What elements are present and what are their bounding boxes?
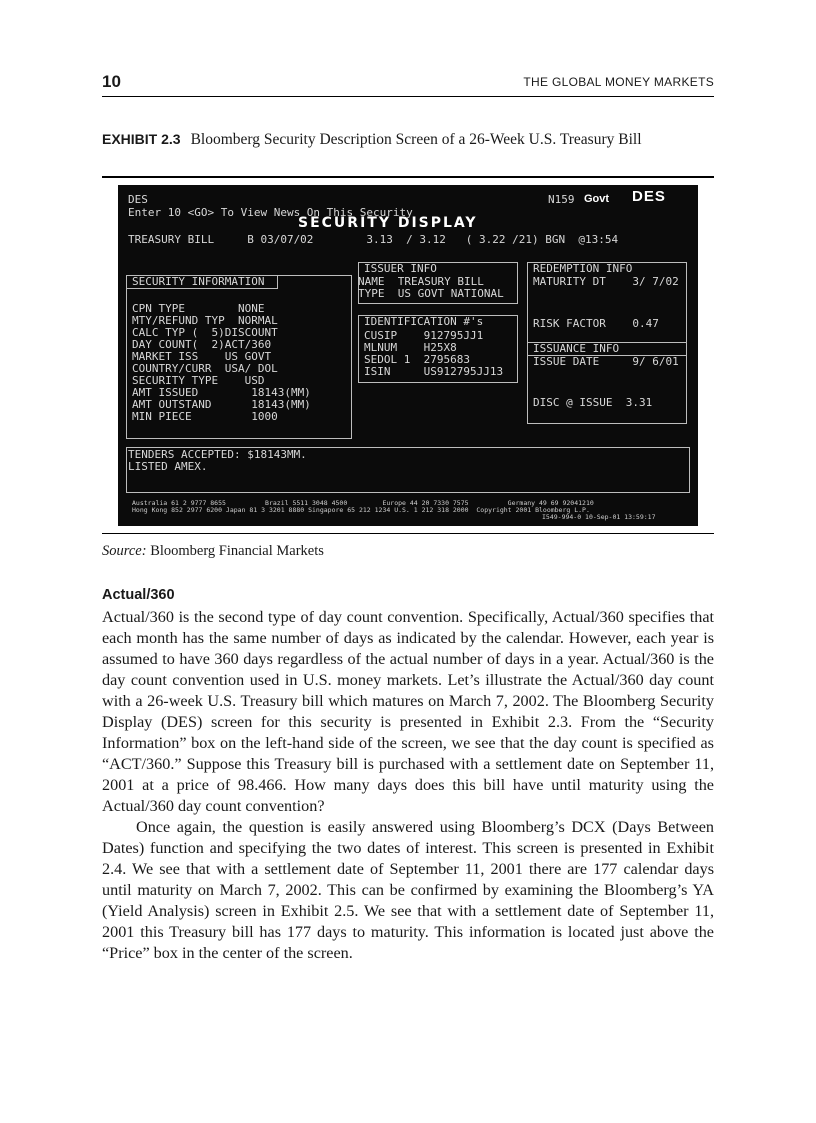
info-line: COUNTRY/CURR USA/ DOL	[132, 362, 278, 375]
identification-line: SEDOL 1 2795683	[364, 353, 470, 366]
info-line: SECURITY TYPE USD	[132, 374, 265, 387]
news-prompt: Enter 10 <GO> To View News On This Security	[128, 206, 413, 219]
bloomberg-screen	[118, 185, 698, 526]
info-line: AMT ISSUED 18143(MM)	[132, 386, 311, 399]
issuer-line: TYPE US GOVT NATIONAL	[358, 287, 504, 300]
info-line: MTY/REFUND TYP NORMAL	[132, 314, 278, 327]
risk-factor: RISK FACTOR 0.47	[533, 317, 659, 330]
maturity-date: MATURITY DT 3/ 7/02	[533, 275, 679, 288]
footer-line: Australia 61 2 9777 8655 Brazil 5511 3048 4500 Europe 44 20 7330 7575 Germany 49 69 92041210	[132, 499, 594, 507]
info-line: MARKET ISS US GOVT	[132, 350, 272, 363]
paragraph: Once again, the question is easily answered using Bloomberg’s DCX (Days Between Dates) function and specifying the two dates of interest. This screen is presented in Exhibit 2.4. We see that with a settlement date of September 11, 2001 there are 177 calendar days until maturity on March 7, 2002. This can be confirmed by examining the Bloomberg’s YA (Yield Analysis) screen in Exhibit 2.5. We see that with a settlement date of September 11, 2001 this Treasury bill has 177 days to maturity. This information is located just above the “Price” box in the center of the screen.	[102, 818, 714, 962]
issuance-info-header: ISSUANCE INFO	[533, 342, 620, 355]
redemption-info-header: REDEMPTION INFO	[533, 262, 633, 275]
paragraph: Actual/360 is the second type of day count convention. Specifically, Actual/360 specifies that each month has the same number of days as indicated by the calendar. However, each year is assumed to have 360 days regardless of the actual number of days in a year. Actual/360 is the day count convention used in U.S. money markets. Let’s illustrate the Actual/360 day count with a 26-week U.S. Treasury bill which matures on March 7, 2002. The Bloomberg Security Display (DES) screen for this security is presented in Exhibit 2.3. From the “Security Information” box on the left-hand side of the screen, we see that the day count is specified as “ACT/360.” Suppose this Treasury bill is purchased with a settlement date on September 11, 2001 at a price of 98.466. How many days does this bill have until maturity using the Actual/360 day count convention?	[102, 608, 714, 815]
running-head: THE GLOBAL MONEY MARKETS	[523, 75, 714, 89]
issue-date: ISSUE DATE 9/ 6/01	[533, 355, 679, 368]
market-sector: Govt	[584, 193, 610, 205]
function-code: DES	[128, 193, 148, 206]
info-line: AMT OUTSTAND 18143(MM)	[132, 398, 311, 411]
exhibit-caption	[102, 130, 702, 149]
issuer-line: NAME TREASURY BILL	[358, 275, 484, 288]
body-text	[102, 607, 714, 964]
note-line: LISTED AMEX.	[128, 460, 208, 473]
discount-at-issue: DISC @ ISSUE 3.31	[533, 396, 653, 409]
exhibit-bottom-rule	[102, 533, 714, 534]
source-text: Bloomberg Financial Markets	[150, 543, 324, 559]
section-heading: Actual/360	[102, 587, 175, 603]
display-title: SECURITY DISPLAY	[298, 215, 478, 231]
footer-line: Hong Kong 852 2977 6200 Japan 81 3 3201 8880 Singapore 65 212 1234 U.S. 1 212 318 2000 Copyright 2001 Bloomberg L.P.	[132, 506, 590, 514]
header-rule	[102, 96, 714, 97]
note-line: TENDERS ACCEPTED: $18143MM.	[128, 448, 307, 461]
quote-line: TREASURY BILL B 03/07/02 3.13 / 3.12 ( 3.22 /21) BGN @13:54	[128, 233, 619, 246]
identification-header: IDENTIFICATION #'s	[364, 315, 484, 328]
page-number: 10	[102, 72, 121, 91]
page-code: N159	[548, 193, 575, 206]
function-label: DES	[632, 188, 666, 205]
security-information-header: SECURITY INFORMATION	[132, 275, 265, 288]
info-line: CPN TYPE NONE	[132, 302, 265, 315]
info-line: DAY COUNT( 2)ACT/360	[132, 338, 272, 351]
identification-line: ISIN US912795JJ13	[364, 365, 504, 378]
source-prefix: Source:	[102, 543, 147, 559]
identification-line: MLNUM H25X8	[364, 341, 457, 354]
info-line: MIN PIECE 1000	[132, 410, 278, 423]
exhibit-title: Bloomberg Security Description Screen of a 26-Week U.S. Treasury Bill	[190, 131, 642, 148]
exhibit-label: EXHIBIT 2.3	[102, 131, 181, 147]
info-line: CALC TYP ( 5)DISCOUNT	[132, 326, 278, 339]
exhibit-top-rule	[102, 176, 714, 178]
identification-line: CUSIP 912795JJ1	[364, 329, 484, 342]
issuer-info-header: ISSUER INFO	[364, 262, 437, 275]
exhibit-source	[102, 543, 324, 560]
footer-timestamp: I549-994-0 10-Sep-01 13:59:17	[542, 513, 656, 521]
